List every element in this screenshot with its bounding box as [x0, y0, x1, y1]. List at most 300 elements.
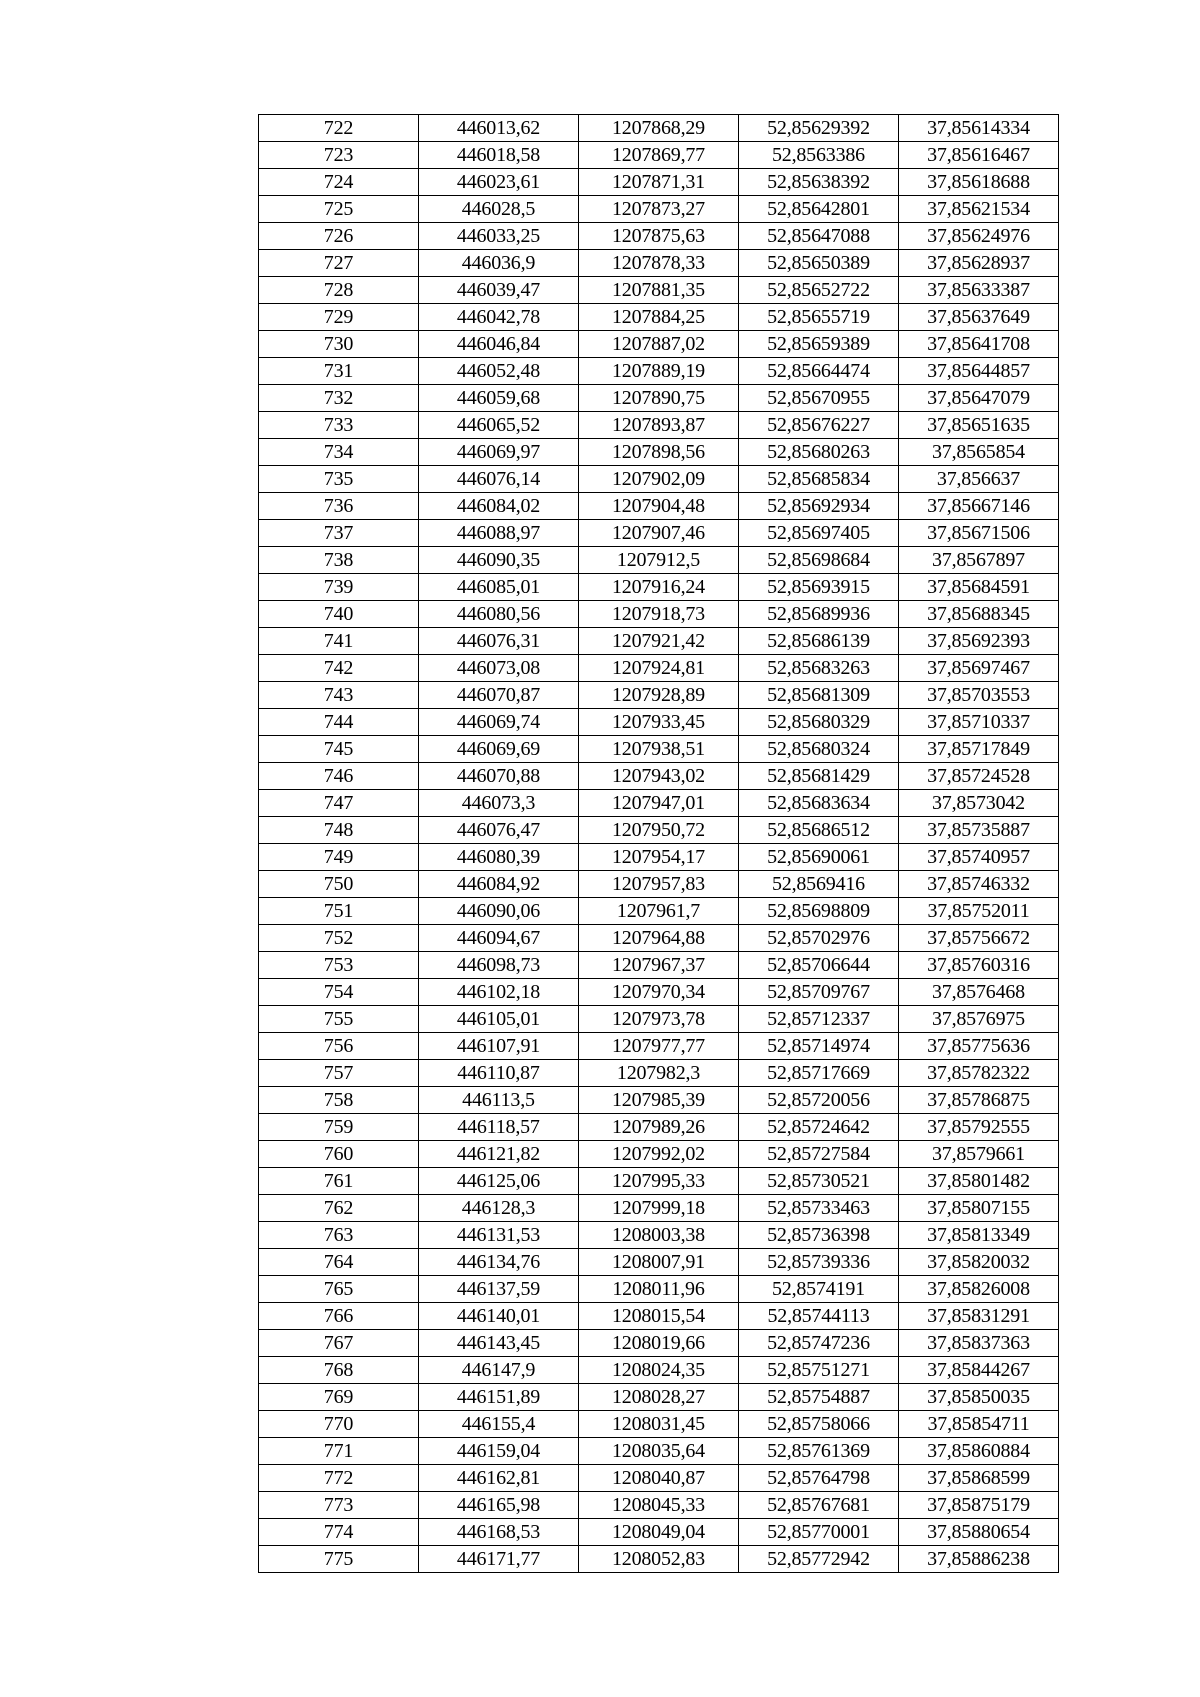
table-row: [259, 196, 1059, 223]
latitude-cell: 52,85683263: [739, 655, 899, 682]
y-coordinate-cell: 1207989,26: [579, 1114, 739, 1141]
longitude-cell: 37,85647079: [899, 385, 1059, 412]
latitude-cell: 52,85681309: [739, 682, 899, 709]
longitude-cell: 37,85854711: [899, 1411, 1059, 1438]
x-coordinate-cell: 446098,73: [419, 952, 579, 979]
y-coordinate-cell: 1207999,18: [579, 1195, 739, 1222]
x-coordinate-cell: 446059,68: [419, 385, 579, 412]
longitude-cell: 37,85746332: [899, 871, 1059, 898]
table-row: [259, 493, 1059, 520]
point-number-cell: 730: [259, 331, 419, 358]
table-row: [259, 169, 1059, 196]
latitude-cell: 52,85767681: [739, 1492, 899, 1519]
coordinates-table-body: [259, 115, 1059, 1573]
y-coordinate-cell: 1207869,77: [579, 142, 739, 169]
x-coordinate-cell: 446013,62: [419, 115, 579, 142]
latitude-cell: 52,85655719: [739, 304, 899, 331]
x-coordinate-cell: 446159,04: [419, 1438, 579, 1465]
table-row: [259, 628, 1059, 655]
latitude-cell: 52,85744113: [739, 1303, 899, 1330]
y-coordinate-cell: 1207868,29: [579, 115, 739, 142]
point-number-cell: 762: [259, 1195, 419, 1222]
longitude-cell: 37,85844267: [899, 1357, 1059, 1384]
latitude-cell: 52,85680329: [739, 709, 899, 736]
longitude-cell: 37,85684591: [899, 574, 1059, 601]
x-coordinate-cell: 446070,87: [419, 682, 579, 709]
x-coordinate-cell: 446151,89: [419, 1384, 579, 1411]
latitude-cell: 52,85698684: [739, 547, 899, 574]
point-number-cell: 739: [259, 574, 419, 601]
point-number-cell: 754: [259, 979, 419, 1006]
x-coordinate-cell: 446137,59: [419, 1276, 579, 1303]
y-coordinate-cell: 1208031,45: [579, 1411, 739, 1438]
y-coordinate-cell: 1207878,33: [579, 250, 739, 277]
point-number-cell: 772: [259, 1465, 419, 1492]
y-coordinate-cell: 1207954,17: [579, 844, 739, 871]
point-number-cell: 723: [259, 142, 419, 169]
table-row: [259, 1546, 1059, 1573]
table-row: [259, 385, 1059, 412]
y-coordinate-cell: 1208015,54: [579, 1303, 739, 1330]
latitude-cell: 52,85712337: [739, 1006, 899, 1033]
longitude-cell: 37,8565854: [899, 439, 1059, 466]
latitude-cell: 52,85717669: [739, 1060, 899, 1087]
table-row: [259, 250, 1059, 277]
longitude-cell: 37,85775636: [899, 1033, 1059, 1060]
x-coordinate-cell: 446128,3: [419, 1195, 579, 1222]
latitude-cell: 52,85629392: [739, 115, 899, 142]
y-coordinate-cell: 1207985,39: [579, 1087, 739, 1114]
longitude-cell: 37,85813349: [899, 1222, 1059, 1249]
y-coordinate-cell: 1207904,48: [579, 493, 739, 520]
longitude-cell: 37,85692393: [899, 628, 1059, 655]
y-coordinate-cell: 1208007,91: [579, 1249, 739, 1276]
point-number-cell: 725: [259, 196, 419, 223]
x-coordinate-cell: 446080,39: [419, 844, 579, 871]
y-coordinate-cell: 1207918,73: [579, 601, 739, 628]
latitude-cell: 52,85761369: [739, 1438, 899, 1465]
y-coordinate-cell: 1207887,02: [579, 331, 739, 358]
table-row: [259, 655, 1059, 682]
table-row: [259, 763, 1059, 790]
y-coordinate-cell: 1207947,01: [579, 790, 739, 817]
point-number-cell: 747: [259, 790, 419, 817]
y-coordinate-cell: 1207973,78: [579, 1006, 739, 1033]
x-coordinate-cell: 446125,06: [419, 1168, 579, 1195]
point-number-cell: 758: [259, 1087, 419, 1114]
y-coordinate-cell: 1207898,56: [579, 439, 739, 466]
longitude-cell: 37,85717849: [899, 736, 1059, 763]
x-coordinate-cell: 446076,47: [419, 817, 579, 844]
point-number-cell: 728: [259, 277, 419, 304]
x-coordinate-cell: 446036,9: [419, 250, 579, 277]
longitude-cell: 37,85760316: [899, 952, 1059, 979]
x-coordinate-cell: 446018,58: [419, 142, 579, 169]
point-number-cell: 724: [259, 169, 419, 196]
latitude-cell: 52,8563386: [739, 142, 899, 169]
x-coordinate-cell: 446090,35: [419, 547, 579, 574]
longitude-cell: 37,85618688: [899, 169, 1059, 196]
point-number-cell: 738: [259, 547, 419, 574]
table-row: [259, 1114, 1059, 1141]
x-coordinate-cell: 446073,08: [419, 655, 579, 682]
latitude-cell: 52,85652722: [739, 277, 899, 304]
longitude-cell: 37,856637: [899, 466, 1059, 493]
x-coordinate-cell: 446094,67: [419, 925, 579, 952]
table-row: [259, 1357, 1059, 1384]
latitude-cell: 52,85680263: [739, 439, 899, 466]
latitude-cell: 52,85698809: [739, 898, 899, 925]
latitude-cell: 52,85724642: [739, 1114, 899, 1141]
latitude-cell: 52,85664474: [739, 358, 899, 385]
latitude-cell: 52,85733463: [739, 1195, 899, 1222]
table-row: [259, 1492, 1059, 1519]
latitude-cell: 52,85693915: [739, 574, 899, 601]
y-coordinate-cell: 1207924,81: [579, 655, 739, 682]
latitude-cell: 52,85676227: [739, 412, 899, 439]
x-coordinate-cell: 446076,31: [419, 628, 579, 655]
point-number-cell: 774: [259, 1519, 419, 1546]
x-coordinate-cell: 446073,3: [419, 790, 579, 817]
x-coordinate-cell: 446069,69: [419, 736, 579, 763]
x-coordinate-cell: 446134,76: [419, 1249, 579, 1276]
x-coordinate-cell: 446105,01: [419, 1006, 579, 1033]
table-row: [259, 547, 1059, 574]
x-coordinate-cell: 446069,74: [419, 709, 579, 736]
table-row: [259, 1033, 1059, 1060]
table-row: [259, 979, 1059, 1006]
point-number-cell: 775: [259, 1546, 419, 1573]
longitude-cell: 37,85697467: [899, 655, 1059, 682]
longitude-cell: 37,85671506: [899, 520, 1059, 547]
point-number-cell: 760: [259, 1141, 419, 1168]
table-row: [259, 1222, 1059, 1249]
y-coordinate-cell: 1207961,7: [579, 898, 739, 925]
latitude-cell: 52,85680324: [739, 736, 899, 763]
latitude-cell: 52,85727584: [739, 1141, 899, 1168]
longitude-cell: 37,85756672: [899, 925, 1059, 952]
longitude-cell: 37,85786875: [899, 1087, 1059, 1114]
y-coordinate-cell: 1207873,27: [579, 196, 739, 223]
x-coordinate-cell: 446033,25: [419, 223, 579, 250]
table-row: [259, 520, 1059, 547]
longitude-cell: 37,85875179: [899, 1492, 1059, 1519]
latitude-cell: 52,85747236: [739, 1330, 899, 1357]
x-coordinate-cell: 446155,4: [419, 1411, 579, 1438]
table-row: [259, 1141, 1059, 1168]
x-coordinate-cell: 446023,61: [419, 169, 579, 196]
table-row: [259, 898, 1059, 925]
table-row: [259, 1330, 1059, 1357]
longitude-cell: 37,85831291: [899, 1303, 1059, 1330]
latitude-cell: 52,85686512: [739, 817, 899, 844]
y-coordinate-cell: 1207912,5: [579, 547, 739, 574]
table-row: [259, 277, 1059, 304]
table-row: [259, 142, 1059, 169]
table-row: [259, 1087, 1059, 1114]
longitude-cell: 37,85792555: [899, 1114, 1059, 1141]
table-row: [259, 574, 1059, 601]
point-number-cell: 761: [259, 1168, 419, 1195]
table-row: [259, 844, 1059, 871]
y-coordinate-cell: 1208024,35: [579, 1357, 739, 1384]
y-coordinate-cell: 1208003,38: [579, 1222, 739, 1249]
point-number-cell: 766: [259, 1303, 419, 1330]
y-coordinate-cell: 1208011,96: [579, 1276, 739, 1303]
longitude-cell: 37,85710337: [899, 709, 1059, 736]
x-coordinate-cell: 446084,92: [419, 871, 579, 898]
table-row: [259, 331, 1059, 358]
x-coordinate-cell: 446088,97: [419, 520, 579, 547]
point-number-cell: 736: [259, 493, 419, 520]
point-number-cell: 773: [259, 1492, 419, 1519]
longitude-cell: 37,85703553: [899, 682, 1059, 709]
x-coordinate-cell: 446147,9: [419, 1357, 579, 1384]
point-number-cell: 756: [259, 1033, 419, 1060]
longitude-cell: 37,85820032: [899, 1249, 1059, 1276]
x-coordinate-cell: 446046,84: [419, 331, 579, 358]
latitude-cell: 52,85730521: [739, 1168, 899, 1195]
point-number-cell: 743: [259, 682, 419, 709]
longitude-cell: 37,85628937: [899, 250, 1059, 277]
longitude-cell: 37,85837363: [899, 1330, 1059, 1357]
longitude-cell: 37,85724528: [899, 763, 1059, 790]
table-row: [259, 1276, 1059, 1303]
longitude-cell: 37,85688345: [899, 601, 1059, 628]
latitude-cell: 52,85758066: [739, 1411, 899, 1438]
longitude-cell: 37,8567897: [899, 547, 1059, 574]
point-number-cell: 752: [259, 925, 419, 952]
point-number-cell: 745: [259, 736, 419, 763]
y-coordinate-cell: 1207982,3: [579, 1060, 739, 1087]
point-number-cell: 742: [259, 655, 419, 682]
table-row: [259, 1249, 1059, 1276]
longitude-cell: 37,85644857: [899, 358, 1059, 385]
point-number-cell: 727: [259, 250, 419, 277]
point-number-cell: 759: [259, 1114, 419, 1141]
latitude-cell: 52,85706644: [739, 952, 899, 979]
y-coordinate-cell: 1208045,33: [579, 1492, 739, 1519]
table-row: [259, 1465, 1059, 1492]
latitude-cell: 52,85754887: [739, 1384, 899, 1411]
y-coordinate-cell: 1207893,87: [579, 412, 739, 439]
latitude-cell: 52,85739336: [739, 1249, 899, 1276]
table-row: [259, 1519, 1059, 1546]
latitude-cell: 52,85770001: [739, 1519, 899, 1546]
latitude-cell: 52,85714974: [739, 1033, 899, 1060]
y-coordinate-cell: 1207995,33: [579, 1168, 739, 1195]
longitude-cell: 37,85886238: [899, 1546, 1059, 1573]
table-row: [259, 871, 1059, 898]
latitude-cell: 52,85647088: [739, 223, 899, 250]
table-row: [259, 1168, 1059, 1195]
x-coordinate-cell: 446102,18: [419, 979, 579, 1006]
x-coordinate-cell: 446131,53: [419, 1222, 579, 1249]
point-number-cell: 771: [259, 1438, 419, 1465]
table-row: [259, 223, 1059, 250]
x-coordinate-cell: 446080,56: [419, 601, 579, 628]
y-coordinate-cell: 1207916,24: [579, 574, 739, 601]
latitude-cell: 52,85638392: [739, 169, 899, 196]
x-coordinate-cell: 446069,97: [419, 439, 579, 466]
y-coordinate-cell: 1208049,04: [579, 1519, 739, 1546]
y-coordinate-cell: 1207890,75: [579, 385, 739, 412]
longitude-cell: 37,85752011: [899, 898, 1059, 925]
point-number-cell: 737: [259, 520, 419, 547]
table-row: [259, 1438, 1059, 1465]
y-coordinate-cell: 1207967,37: [579, 952, 739, 979]
point-number-cell: 748: [259, 817, 419, 844]
table-row: [259, 1006, 1059, 1033]
y-coordinate-cell: 1207884,25: [579, 304, 739, 331]
table-row: [259, 1384, 1059, 1411]
point-number-cell: 763: [259, 1222, 419, 1249]
x-coordinate-cell: 446107,91: [419, 1033, 579, 1060]
table-row: [259, 1195, 1059, 1222]
y-coordinate-cell: 1208028,27: [579, 1384, 739, 1411]
y-coordinate-cell: 1207875,63: [579, 223, 739, 250]
x-coordinate-cell: 446113,5: [419, 1087, 579, 1114]
point-number-cell: 726: [259, 223, 419, 250]
x-coordinate-cell: 446162,81: [419, 1465, 579, 1492]
point-number-cell: 731: [259, 358, 419, 385]
latitude-cell: 52,8569416: [739, 871, 899, 898]
latitude-cell: 52,85772942: [739, 1546, 899, 1573]
x-coordinate-cell: 446028,5: [419, 196, 579, 223]
latitude-cell: 52,85702976: [739, 925, 899, 952]
latitude-cell: 52,85709767: [739, 979, 899, 1006]
table-row: [259, 952, 1059, 979]
point-number-cell: 769: [259, 1384, 419, 1411]
longitude-cell: 37,85621534: [899, 196, 1059, 223]
latitude-cell: 52,85689936: [739, 601, 899, 628]
y-coordinate-cell: 1207957,83: [579, 871, 739, 898]
y-coordinate-cell: 1208035,64: [579, 1438, 739, 1465]
point-number-cell: 744: [259, 709, 419, 736]
x-coordinate-cell: 446171,77: [419, 1546, 579, 1573]
longitude-cell: 37,85667146: [899, 493, 1059, 520]
y-coordinate-cell: 1207928,89: [579, 682, 739, 709]
x-coordinate-cell: 446085,01: [419, 574, 579, 601]
y-coordinate-cell: 1207871,31: [579, 169, 739, 196]
y-coordinate-cell: 1207889,19: [579, 358, 739, 385]
coordinates-table: [258, 114, 1059, 1573]
y-coordinate-cell: 1207881,35: [579, 277, 739, 304]
table-row: [259, 736, 1059, 763]
latitude-cell: 52,85736398: [739, 1222, 899, 1249]
point-number-cell: 764: [259, 1249, 419, 1276]
point-number-cell: 751: [259, 898, 419, 925]
longitude-cell: 37,85616467: [899, 142, 1059, 169]
y-coordinate-cell: 1208019,66: [579, 1330, 739, 1357]
point-number-cell: 732: [259, 385, 419, 412]
latitude-cell: 52,85720056: [739, 1087, 899, 1114]
longitude-cell: 37,85633387: [899, 277, 1059, 304]
y-coordinate-cell: 1208040,87: [579, 1465, 739, 1492]
y-coordinate-cell: 1207938,51: [579, 736, 739, 763]
y-coordinate-cell: 1207943,02: [579, 763, 739, 790]
x-coordinate-cell: 446042,78: [419, 304, 579, 331]
table-row: [259, 601, 1059, 628]
point-number-cell: 753: [259, 952, 419, 979]
longitude-cell: 37,85735887: [899, 817, 1059, 844]
longitude-cell: 37,85624976: [899, 223, 1059, 250]
x-coordinate-cell: 446118,57: [419, 1114, 579, 1141]
latitude-cell: 52,85642801: [739, 196, 899, 223]
x-coordinate-cell: 446052,48: [419, 358, 579, 385]
longitude-cell: 37,85651635: [899, 412, 1059, 439]
table-row: [259, 1303, 1059, 1330]
x-coordinate-cell: 446084,02: [419, 493, 579, 520]
latitude-cell: 52,85686139: [739, 628, 899, 655]
latitude-cell: 52,85670955: [739, 385, 899, 412]
longitude-cell: 37,85782322: [899, 1060, 1059, 1087]
latitude-cell: 52,85659389: [739, 331, 899, 358]
point-number-cell: 734: [259, 439, 419, 466]
x-coordinate-cell: 446140,01: [419, 1303, 579, 1330]
table-row: [259, 466, 1059, 493]
table-row: [259, 790, 1059, 817]
latitude-cell: 52,85683634: [739, 790, 899, 817]
latitude-cell: 52,85681429: [739, 763, 899, 790]
y-coordinate-cell: 1207921,42: [579, 628, 739, 655]
longitude-cell: 37,85740957: [899, 844, 1059, 871]
longitude-cell: 37,8579661: [899, 1141, 1059, 1168]
table-row: [259, 115, 1059, 142]
table-row: [259, 682, 1059, 709]
y-coordinate-cell: 1207907,46: [579, 520, 739, 547]
latitude-cell: 52,85692934: [739, 493, 899, 520]
point-number-cell: 735: [259, 466, 419, 493]
point-number-cell: 729: [259, 304, 419, 331]
table-row: [259, 817, 1059, 844]
longitude-cell: 37,85826008: [899, 1276, 1059, 1303]
longitude-cell: 37,85868599: [899, 1465, 1059, 1492]
table-row: [259, 412, 1059, 439]
point-number-cell: 750: [259, 871, 419, 898]
point-number-cell: 757: [259, 1060, 419, 1087]
point-number-cell: 767: [259, 1330, 419, 1357]
y-coordinate-cell: 1207992,02: [579, 1141, 739, 1168]
longitude-cell: 37,85850035: [899, 1384, 1059, 1411]
table-row: [259, 709, 1059, 736]
latitude-cell: 52,85650389: [739, 250, 899, 277]
x-coordinate-cell: 446165,98: [419, 1492, 579, 1519]
longitude-cell: 37,85641708: [899, 331, 1059, 358]
point-number-cell: 741: [259, 628, 419, 655]
latitude-cell: 52,85685834: [739, 466, 899, 493]
longitude-cell: 37,85614334: [899, 115, 1059, 142]
point-number-cell: 768: [259, 1357, 419, 1384]
latitude-cell: 52,85751271: [739, 1357, 899, 1384]
table-row: [259, 439, 1059, 466]
y-coordinate-cell: 1207977,77: [579, 1033, 739, 1060]
y-coordinate-cell: 1207933,45: [579, 709, 739, 736]
point-number-cell: 755: [259, 1006, 419, 1033]
latitude-cell: 52,8574191: [739, 1276, 899, 1303]
longitude-cell: 37,85637649: [899, 304, 1059, 331]
table-row: [259, 1411, 1059, 1438]
point-number-cell: 765: [259, 1276, 419, 1303]
point-number-cell: 740: [259, 601, 419, 628]
longitude-cell: 37,85860884: [899, 1438, 1059, 1465]
longitude-cell: 37,85801482: [899, 1168, 1059, 1195]
x-coordinate-cell: 446143,45: [419, 1330, 579, 1357]
table-row: [259, 304, 1059, 331]
y-coordinate-cell: 1207964,88: [579, 925, 739, 952]
table-row: [259, 1060, 1059, 1087]
point-number-cell: 722: [259, 115, 419, 142]
